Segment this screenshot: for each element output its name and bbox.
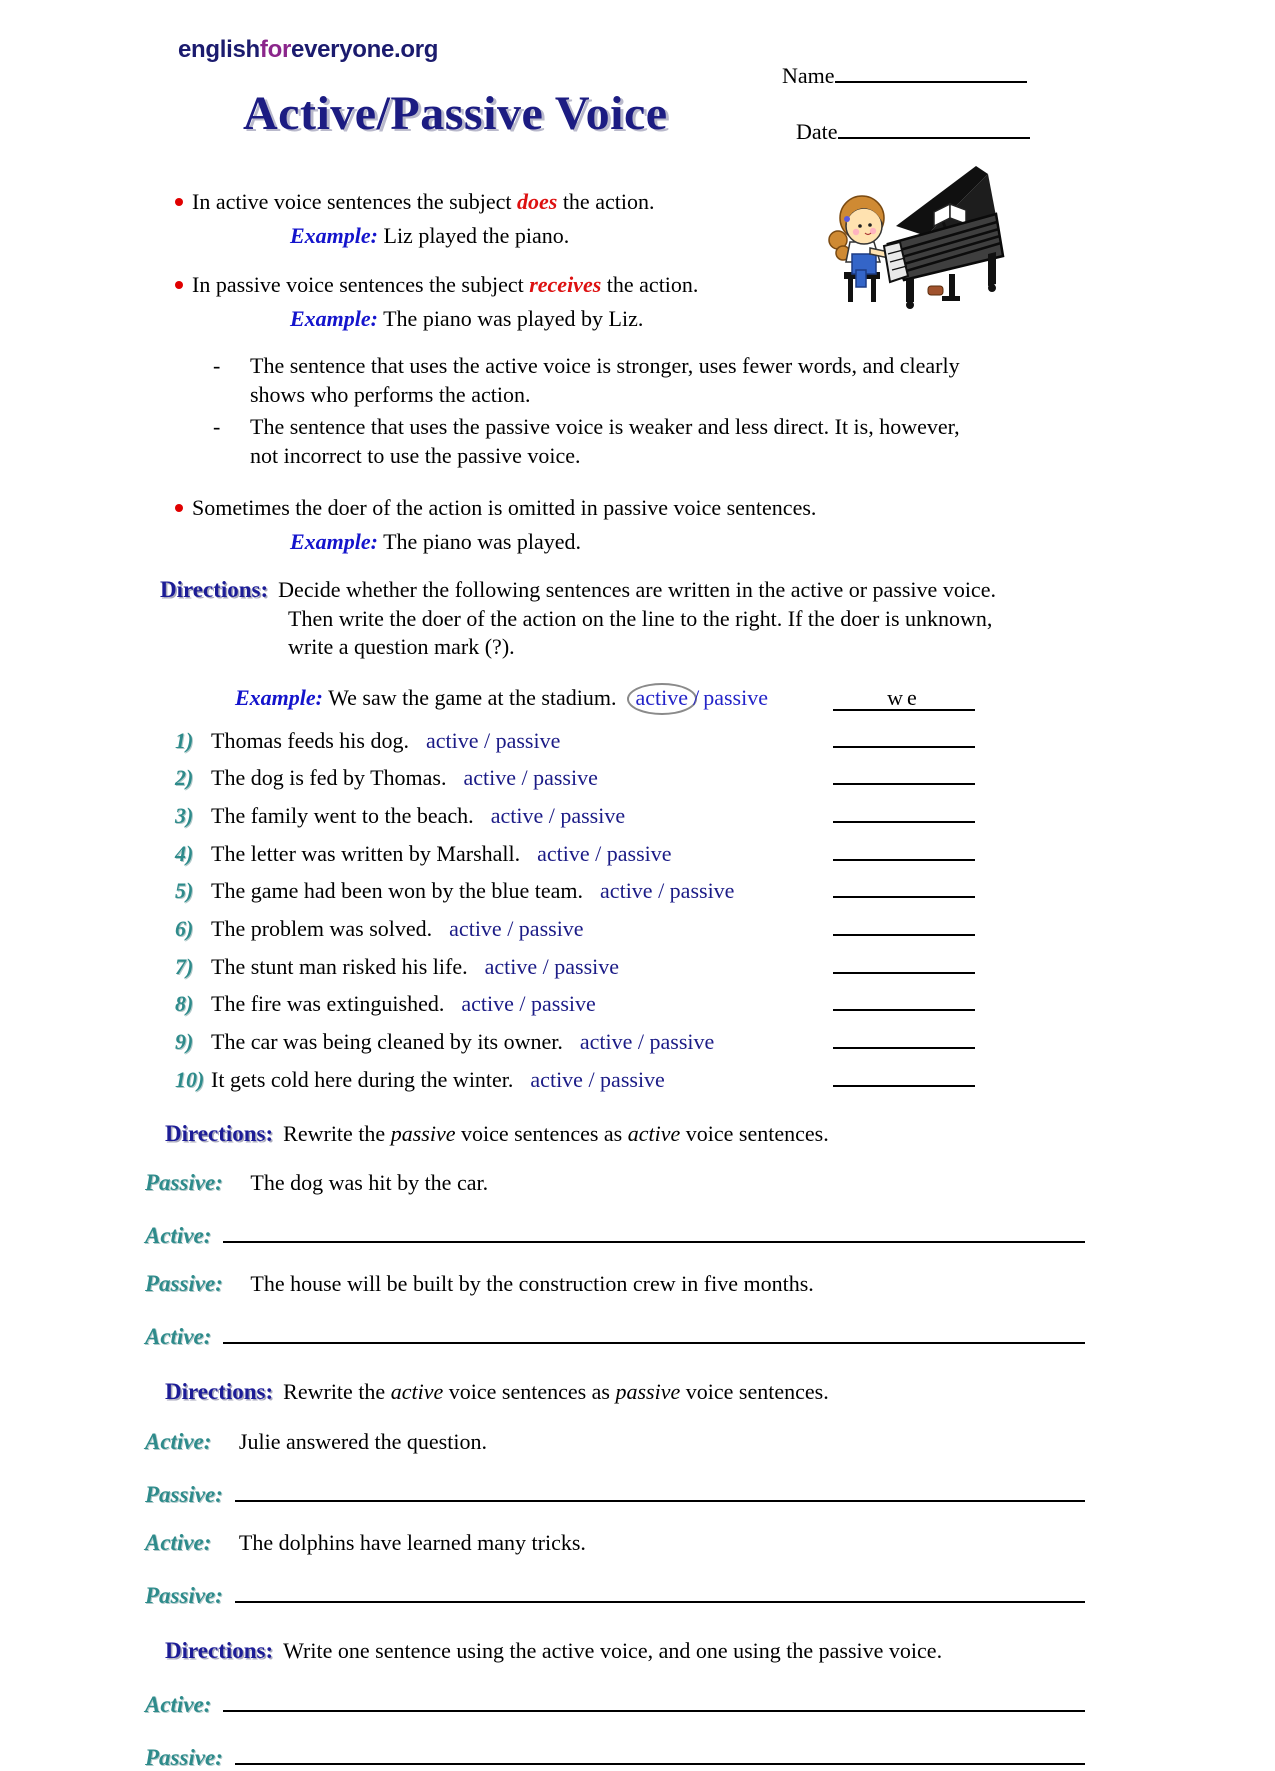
red-dot-bullet-icon xyxy=(175,281,183,289)
item-number: 8) xyxy=(175,991,194,1017)
quiz-item-2 xyxy=(175,761,975,790)
item-sentence: The letter was written by Marshall. xyxy=(211,840,521,866)
directions-text-line1: Decide whether the following sentences are written in the active or passive voice. xyxy=(278,577,996,603)
item-number: 7) xyxy=(175,953,194,979)
quiz-item-4 xyxy=(175,837,975,866)
rule-doer-omitted xyxy=(175,494,1275,522)
item-choice: active / passive xyxy=(530,1066,665,1092)
rule-text: In passive voice sentences the subject receives the action. xyxy=(192,272,699,297)
item-choice: active / passive xyxy=(463,765,598,791)
note-text: The sentence that uses the active voice is stronger, uses fewer words, and clearly shows who performs the action. xyxy=(250,353,960,407)
item-sentence: It gets cold here during the winter. xyxy=(211,1066,514,1092)
answer-row xyxy=(145,1688,1085,1718)
example-answer-line: we xyxy=(833,686,975,711)
answer-row xyxy=(145,1219,1085,1249)
item-number: 5) xyxy=(175,878,194,904)
example-text: The piano was played by Liz. xyxy=(383,305,644,331)
worked-example-lead xyxy=(235,683,768,715)
item-choice: active / passive xyxy=(490,803,626,828)
answer-blank-line xyxy=(235,1478,1085,1502)
example-passive xyxy=(290,305,1275,333)
identify-exercise xyxy=(175,683,975,1092)
item-number: 3) xyxy=(175,803,194,828)
rule-text: Sometimes the doer of the action is omitted in passive voice sentences. xyxy=(192,495,817,521)
item-sentence: The family went to the beach. xyxy=(211,803,474,828)
item-number: 6) xyxy=(175,916,194,942)
item-sentence: Thomas feeds his dog. xyxy=(211,727,409,753)
quiz-item-8 xyxy=(175,987,975,1016)
given-sentence-row xyxy=(145,1530,1085,1556)
item-answer-line xyxy=(833,987,975,1011)
item-number: 4) xyxy=(175,840,194,866)
item-answer-line xyxy=(833,912,975,936)
given-sentence: Julie answered the question. xyxy=(238,1428,487,1454)
item-choice: active / passive xyxy=(449,916,584,942)
quiz-item-5 xyxy=(175,874,975,903)
given-sentence: The dog was hit by the car. xyxy=(250,1170,489,1196)
quiz-item-6 xyxy=(175,912,975,941)
quiz-item-9 xyxy=(175,1025,975,1054)
active-label: Active: xyxy=(145,1223,212,1249)
item-answer-line xyxy=(833,874,975,898)
directions-label: Directions: xyxy=(165,1637,274,1663)
logo-part-everyone: everyone.org xyxy=(291,36,439,63)
item-number: 9) xyxy=(175,1029,194,1055)
example-label: Example: xyxy=(290,222,378,248)
rule-passive-voice xyxy=(175,271,1275,299)
item-choice: active / passive xyxy=(484,953,620,979)
directions-label: Directions: xyxy=(160,577,269,603)
name-label: Name xyxy=(782,62,835,88)
answer-row xyxy=(145,1478,1085,1508)
page-title: Active/Passive Voice xyxy=(243,87,668,140)
worked-example-row xyxy=(175,683,975,715)
answer-blank-line xyxy=(235,1741,1085,1765)
item-choice: active / passive xyxy=(461,991,596,1017)
passive-choice: passive xyxy=(703,685,768,711)
choice-slash: / xyxy=(693,685,700,711)
item-number: 10) xyxy=(175,1066,205,1092)
directions-label: Directions: xyxy=(165,1379,274,1405)
quiz-item-3 xyxy=(175,799,975,828)
answer-blank-line xyxy=(223,1219,1085,1243)
note-passive-weaker xyxy=(213,413,1275,470)
item-answer-line xyxy=(833,724,975,748)
answer-row xyxy=(145,1320,1085,1350)
item-answer-line xyxy=(833,837,975,861)
given-sentence-row xyxy=(145,1170,1085,1196)
item-sentence: The game had been won by the blue team. xyxy=(211,878,584,904)
example-text: Liz played the piano. xyxy=(383,222,570,248)
directions-text: Rewrite the active voice sentences as passive voice sentences. xyxy=(283,1379,829,1405)
example-doer-omitted xyxy=(290,528,1275,556)
item-choice: active / passive xyxy=(537,840,672,866)
directions-rewrite-1 xyxy=(165,1119,1085,1148)
directions-text: Rewrite the passive voice sentences as active voice sentences. xyxy=(283,1121,829,1146)
highlight-receives: receives xyxy=(529,272,602,297)
active-label: Active: xyxy=(145,1324,212,1350)
rule-text: In active voice sentences the subject does the action. xyxy=(192,189,655,214)
active-label: Active: xyxy=(145,1428,212,1454)
rule-active-voice xyxy=(175,188,1275,216)
answer-blank-line xyxy=(235,1579,1085,1603)
item-sentence: The dog is fed by Thomas. xyxy=(211,765,447,791)
active-label: Active: xyxy=(145,1692,212,1718)
example-text: The piano was played. xyxy=(383,528,582,554)
given-sentence: The house will be built by the construction crew in five months. xyxy=(250,1271,814,1297)
given-sentence-row xyxy=(145,1429,1085,1455)
item-choice: active / passive xyxy=(425,727,561,753)
example-label: Example: xyxy=(235,685,323,711)
item-choice: active / passive xyxy=(579,1029,715,1055)
date-label: Date xyxy=(796,118,838,144)
answer-blank-line xyxy=(223,1688,1085,1712)
item-answer-line xyxy=(833,761,975,785)
directions-rewrite-2 xyxy=(165,1377,1085,1406)
item-sentence: The fire was extinguished. xyxy=(211,991,445,1017)
rewrite-passive-to-active xyxy=(145,1119,1085,1771)
quiz-item-7 xyxy=(175,950,975,979)
item-number: 2) xyxy=(175,765,194,791)
example-label: Example: xyxy=(290,528,378,554)
dash-bullet-icon: - xyxy=(213,414,221,440)
item-number: 1) xyxy=(175,727,194,753)
item-answer-line xyxy=(833,1025,975,1049)
logo-part-english: english xyxy=(178,36,260,63)
answer-row xyxy=(145,1741,1085,1771)
note-text: The sentence that uses the passive voice is weaker and less direct. It is, however, not incorrect to use the passive voice. xyxy=(250,414,960,468)
item-sentence: The car was being cleaned by its owner. xyxy=(211,1029,563,1055)
item-answer-line xyxy=(833,799,975,823)
directions-text-line2: Then write the doer of the action on the line to the right. If the doer is unknown, xyxy=(288,605,993,631)
quiz-item-10 xyxy=(175,1063,975,1092)
active-label: Active: xyxy=(145,1529,212,1555)
passive-label: Passive: xyxy=(145,1745,223,1771)
red-dot-bullet-icon xyxy=(175,504,183,512)
example-active xyxy=(290,222,1275,250)
item-answer-line xyxy=(833,950,975,974)
item-sentence: The problem was solved. xyxy=(211,916,433,942)
logo-part-for: for xyxy=(259,36,292,63)
passive-label: Passive: xyxy=(145,1271,223,1297)
example-sentence: We saw the game at the stadium. xyxy=(328,685,617,711)
item-choice: active / passive xyxy=(600,878,735,904)
given-sentence: The dolphins have learned many tricks. xyxy=(238,1529,586,1555)
directions-write-own xyxy=(165,1636,1085,1665)
highlight-does: does xyxy=(516,189,558,214)
quiz-item-1 xyxy=(175,724,975,753)
directions-label: Directions: xyxy=(165,1121,274,1146)
directions-text-line3: write a question mark (?). xyxy=(288,633,515,659)
answer-row xyxy=(145,1579,1085,1609)
directions-text: Write one sentence using the active voice, and one using the passive voice. xyxy=(283,1637,943,1663)
circled-active-choice: active xyxy=(627,683,698,715)
red-dot-bullet-icon xyxy=(175,198,183,206)
passive-label: Passive: xyxy=(145,1582,223,1608)
passive-label: Passive: xyxy=(145,1170,223,1196)
example-label: Example: xyxy=(290,305,378,331)
item-answer-line xyxy=(833,1063,975,1087)
answer-blank-line xyxy=(223,1320,1085,1344)
passive-label: Passive: xyxy=(145,1481,223,1507)
note-active-stronger xyxy=(213,352,1275,409)
directions-identify xyxy=(160,575,1275,661)
dash-bullet-icon: - xyxy=(213,353,221,378)
item-sentence: The stunt man risked his life. xyxy=(211,953,468,979)
given-sentence-row xyxy=(145,1271,1085,1297)
